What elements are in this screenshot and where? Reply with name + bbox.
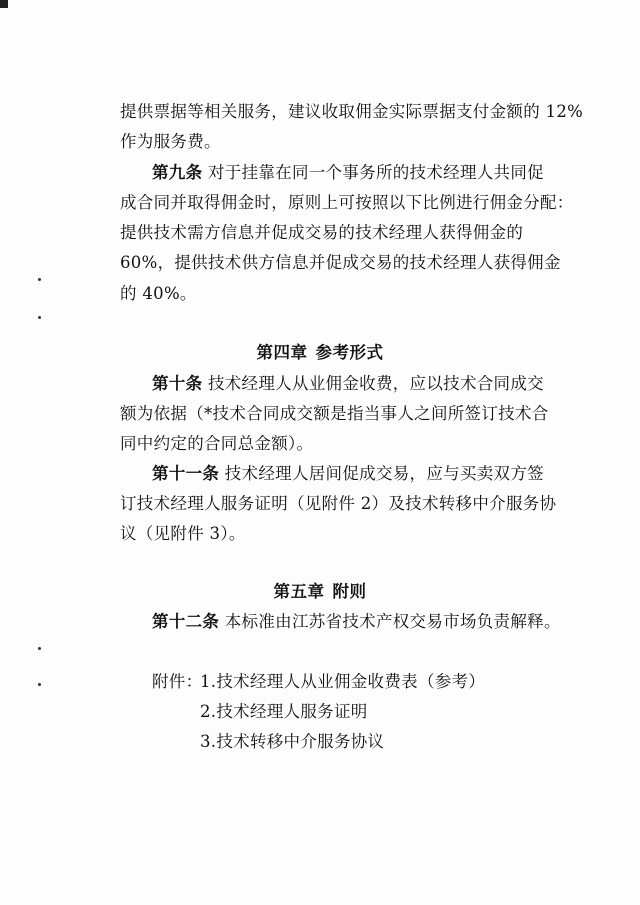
scan-dot bbox=[38, 683, 41, 686]
article-10 bbox=[152, 370, 622, 398]
chapter-number: 第四章 bbox=[256, 343, 308, 362]
paragraph-text: 对于挂靠在同一个事务所的技术经理人共同促 bbox=[207, 163, 544, 182]
article-11 bbox=[152, 460, 622, 488]
paragraph-line: 提供票据等相关服务，建议收取佣金实际票据支付金额的 12% bbox=[120, 102, 584, 121]
attachment-item: 1.技术经理人从业佣金收费表（参考） bbox=[200, 672, 486, 691]
paragraph-line: 成合同并取得佣金时，原则上可按照以下比例进行佣金分配： bbox=[120, 193, 574, 212]
attachment-item: 2.技术经理人服务证明 bbox=[200, 702, 368, 721]
scan-dot bbox=[38, 316, 41, 319]
paragraph-line: 提供技术需方信息并促成交易的技术经理人获得佣金的 bbox=[120, 223, 524, 242]
article-label: 第十二条 bbox=[152, 612, 220, 631]
paragraph-line: 议（见附件 3）。 bbox=[120, 524, 246, 543]
paragraph-text: 本标准由江苏省技术产权交易市场负责解释。 bbox=[224, 612, 561, 631]
article-12 bbox=[152, 608, 622, 636]
paragraph-line: 额为依据（*技术合同成交额是指当事人之间所签订技术合 bbox=[120, 404, 549, 423]
paragraph-line: 60%，提供技术供方信息并促成交易的技术经理人获得佣金 bbox=[120, 253, 561, 272]
scan-dot bbox=[38, 647, 41, 650]
scan-corner-mark bbox=[0, 0, 8, 8]
attachments-label: 附件： bbox=[152, 672, 203, 691]
paragraph-line: 同中约定的合同总金额）。 bbox=[120, 434, 314, 453]
paragraph-line: 的 40%。 bbox=[120, 284, 197, 303]
chapter-title: 参考形式 bbox=[315, 343, 384, 362]
article-label: 第十一条 bbox=[152, 464, 220, 483]
paragraph-line: 作为服务费。 bbox=[120, 132, 221, 151]
chapter-heading bbox=[0, 578, 640, 606]
chapter-title: 附则 bbox=[332, 582, 367, 601]
article-label: 第九条 bbox=[152, 163, 203, 182]
scan-dot bbox=[38, 278, 41, 281]
article-9 bbox=[152, 159, 622, 187]
paragraph-text: 技术经理人居间促成交易，应与买卖双方签 bbox=[224, 464, 544, 483]
chapter-heading bbox=[0, 339, 640, 367]
paragraph-text: 技术经理人从业佣金收费，应以技术合同成交 bbox=[207, 374, 544, 393]
chapter-number: 第五章 bbox=[273, 582, 325, 601]
article-label: 第十条 bbox=[152, 374, 203, 393]
paragraph-line: 订技术经理人服务证明（见附件 2）及技术转移中介服务协 bbox=[120, 494, 557, 513]
attachment-item: 3.技术转移中介服务协议 bbox=[200, 732, 385, 751]
